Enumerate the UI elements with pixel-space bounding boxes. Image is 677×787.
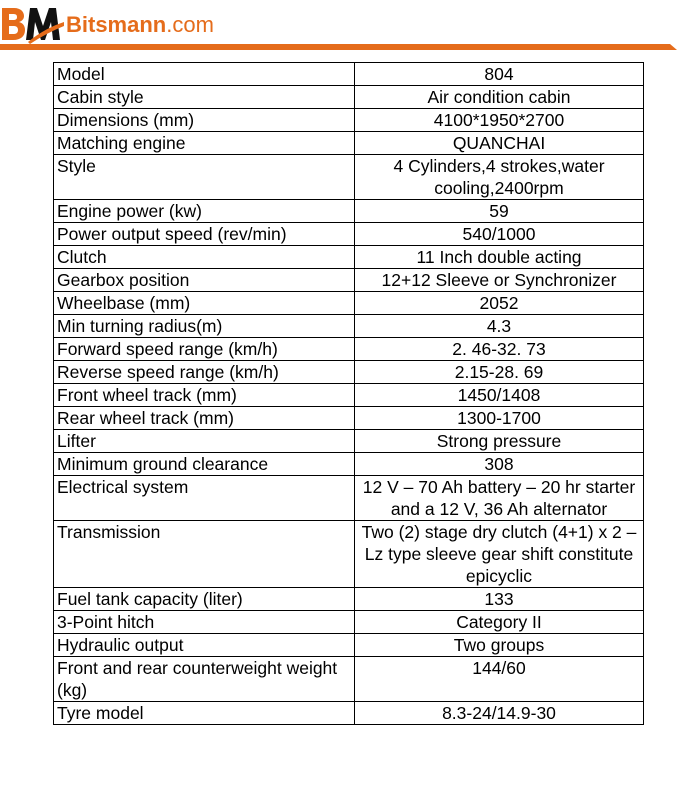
spec-value: 144/60 — [355, 657, 644, 702]
spec-label: 3-Point hitch — [54, 611, 355, 634]
spec-value: 2. 46-32. 73 — [355, 338, 644, 361]
table-row — [54, 521, 644, 588]
site-header — [0, 0, 677, 56]
spec-value: 59 — [355, 200, 644, 223]
bm-logo-icon — [0, 2, 64, 46]
table-row — [54, 292, 644, 315]
spec-label: Cabin style — [54, 86, 355, 109]
spec-label: Front wheel track (mm) — [54, 384, 355, 407]
spec-value: Category II — [355, 611, 644, 634]
table-row — [54, 269, 644, 292]
spec-label: Electrical system — [54, 476, 355, 521]
spec-value: 2.15-28. 69 — [355, 361, 644, 384]
table-row — [54, 155, 644, 200]
table-row — [54, 588, 644, 611]
table-row — [54, 132, 644, 155]
table-row — [54, 338, 644, 361]
spec-label: Min turning radius(m) — [54, 315, 355, 338]
spec-label: Transmission — [54, 521, 355, 588]
spec-value: Strong pressure — [355, 430, 644, 453]
spec-label: Hydraulic output — [54, 634, 355, 657]
spec-value: 308 — [355, 453, 644, 476]
table-row — [54, 611, 644, 634]
spec-table — [53, 62, 644, 725]
spec-label: Power output speed (rev/min) — [54, 223, 355, 246]
spec-label: Matching engine — [54, 132, 355, 155]
table-row — [54, 109, 644, 132]
spec-value: 4.3 — [355, 315, 644, 338]
spec-label: Reverse speed range (km/h) — [54, 361, 355, 384]
table-row — [54, 246, 644, 269]
spec-value: Air condition cabin — [355, 86, 644, 109]
spec-value: 2052 — [355, 292, 644, 315]
spec-value: 12 V – 70 Ah battery – 20 hr starter and a 12 V, 36 Ah alternator — [355, 476, 644, 521]
table-row — [54, 657, 644, 702]
table-row — [54, 407, 644, 430]
table-row — [54, 634, 644, 657]
brand-wordmark[interactable] — [66, 12, 214, 38]
spec-label: Forward speed range (km/h) — [54, 338, 355, 361]
table-row — [54, 63, 644, 86]
spec-label: Fuel tank capacity (liter) — [54, 588, 355, 611]
spec-value: 1450/1408 — [355, 384, 644, 407]
table-row — [54, 86, 644, 109]
table-row — [54, 453, 644, 476]
spec-label: Front and rear counterweight weight (kg) — [54, 657, 355, 702]
spec-table-body — [54, 63, 644, 725]
brand-name: Bitsmann — [66, 12, 167, 37]
spec-value: Two groups — [355, 634, 644, 657]
spec-value: QUANCHAI — [355, 132, 644, 155]
spec-label: Tyre model — [54, 702, 355, 725]
spec-label: Model — [54, 63, 355, 86]
spec-value: 4 Cylinders,4 strokes,water cooling,2400rpm — [355, 155, 644, 200]
table-row — [54, 200, 644, 223]
table-row — [54, 361, 644, 384]
spec-value: 11 Inch double acting — [355, 246, 644, 269]
spec-label: Engine power (kw) — [54, 200, 355, 223]
spec-label: Rear wheel track (mm) — [54, 407, 355, 430]
spec-value: 8.3-24/14.9-30 — [355, 702, 644, 725]
table-row — [54, 476, 644, 521]
spec-label: Wheelbase (mm) — [54, 292, 355, 315]
spec-label: Clutch — [54, 246, 355, 269]
spec-value: 12+12 Sleeve or Synchronizer — [355, 269, 644, 292]
spec-label: Lifter — [54, 430, 355, 453]
spec-value: 4100*1950*2700 — [355, 109, 644, 132]
spec-value: 540/1000 — [355, 223, 644, 246]
spec-value: Two (2) stage dry clutch (4+1) x 2 – Lz type sleeve gear shift constitute epicyclic — [355, 521, 644, 588]
table-row — [54, 384, 644, 407]
table-row — [54, 223, 644, 246]
table-row — [54, 315, 644, 338]
spec-value: 804 — [355, 63, 644, 86]
table-row — [54, 702, 644, 725]
spec-label: Gearbox position — [54, 269, 355, 292]
spec-value: 133 — [355, 588, 644, 611]
spec-label: Dimensions (mm) — [54, 109, 355, 132]
header-divider — [0, 44, 677, 50]
spec-label: Style — [54, 155, 355, 200]
table-row — [54, 430, 644, 453]
spec-value: 1300-1700 — [355, 407, 644, 430]
spec-label: Minimum ground clearance — [54, 453, 355, 476]
brand-tld: .com — [166, 12, 214, 37]
